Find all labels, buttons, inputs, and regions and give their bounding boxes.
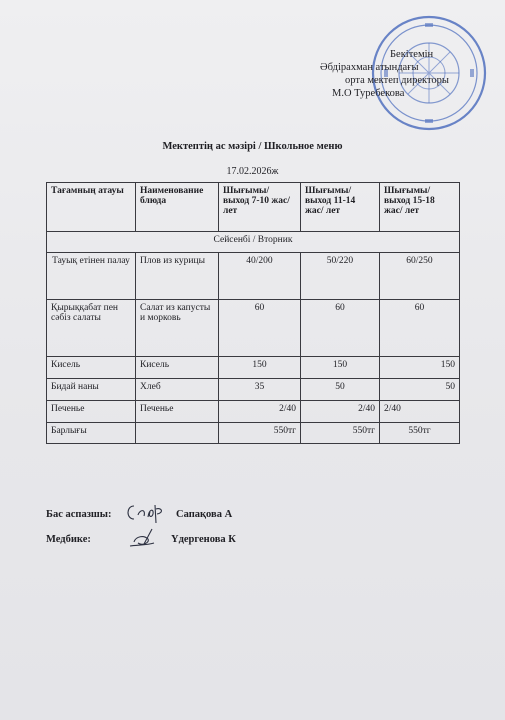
yield-15-18: 2/40: [380, 401, 460, 423]
yield-7-10: 40/200: [219, 253, 301, 300]
approval-line-2: Әбдірахман атындағы: [320, 62, 419, 73]
dish-kz: Кисель: [47, 357, 136, 379]
col-header-ru-name: Наименование блюда: [136, 183, 219, 232]
yield-11-14: 2/40: [301, 401, 380, 423]
chef-label: Бас аспазшы:: [46, 509, 112, 520]
approval-line-3: орта мектеп директоры: [345, 75, 449, 86]
yield-11-14: 150: [301, 357, 380, 379]
table-row: [47, 253, 460, 300]
dish-ru: Плов из курицы: [136, 253, 219, 300]
table-row: [47, 300, 460, 357]
yield-15-18: 60/250: [380, 253, 460, 300]
yield-7-10: 60: [219, 300, 301, 357]
total-row: [47, 423, 460, 444]
yield-11-14: 50: [301, 379, 380, 401]
col-header-kz-name: Тағамның атауы: [47, 183, 136, 232]
total-empty-cell: [136, 423, 219, 444]
dish-kz: Қырыққабат пен сәбіз салаты: [47, 300, 136, 357]
dish-ru: Салат из капусты и морковь: [136, 300, 219, 357]
approval-line-1: Бекітемін: [390, 49, 434, 60]
dish-ru: Хлеб: [136, 379, 219, 401]
total-7-10: 550тг: [219, 423, 301, 444]
approval-block: [300, 48, 470, 100]
total-15-18: 550тг: [380, 423, 460, 444]
col-header-11-14: Шығымы/ выход 11-14 жас/ лет: [301, 183, 380, 232]
dish-ru: Кисель: [136, 357, 219, 379]
yield-11-14: 60: [301, 300, 380, 357]
page-title: Мектептің ас мәзірі / Школьное меню: [162, 141, 343, 152]
yield-7-10: 35: [219, 379, 301, 401]
col-header-15-18: Шығымы/ выход 15-18 жас/ лет: [380, 183, 460, 232]
yield-15-18: 50: [380, 379, 460, 401]
menu-table: [46, 182, 460, 444]
col-header-7-10: Шығымы/ выход 7-10 жас/ лет: [219, 183, 301, 232]
day-label: Сейсенбі / Вторник: [47, 232, 460, 253]
nurse-signature-mark: [124, 526, 164, 550]
nurse-signature-line: [46, 534, 236, 545]
table-row: [47, 357, 460, 379]
chef-name: Сапақова А: [176, 509, 233, 520]
nurse-label: Медбике:: [46, 534, 91, 545]
dish-kz: Тауық етінен палау: [47, 253, 136, 300]
chef-signature-line: [46, 509, 233, 520]
yield-15-18: 60: [380, 300, 460, 357]
nurse-name: Үдергенова К: [171, 534, 236, 545]
table-row: [47, 401, 460, 423]
total-label: Барлығы: [47, 423, 136, 444]
day-row: [47, 232, 460, 253]
dish-kz: Бидай наны: [47, 379, 136, 401]
table-header-row: [47, 183, 460, 232]
chef-signature-mark: [124, 501, 172, 525]
yield-7-10: 150: [219, 357, 301, 379]
approval-line-4: М.О Туребекова: [332, 88, 405, 99]
dish-ru: Печенье: [136, 401, 219, 423]
yield-15-18: 150: [380, 357, 460, 379]
total-11-14: 550тг: [301, 423, 380, 444]
dish-kz: Печенье: [47, 401, 136, 423]
table-row: [47, 379, 460, 401]
menu-date: 17.02.2026ж: [226, 166, 279, 177]
yield-11-14: 50/220: [301, 253, 380, 300]
yield-7-10: 2/40: [219, 401, 301, 423]
